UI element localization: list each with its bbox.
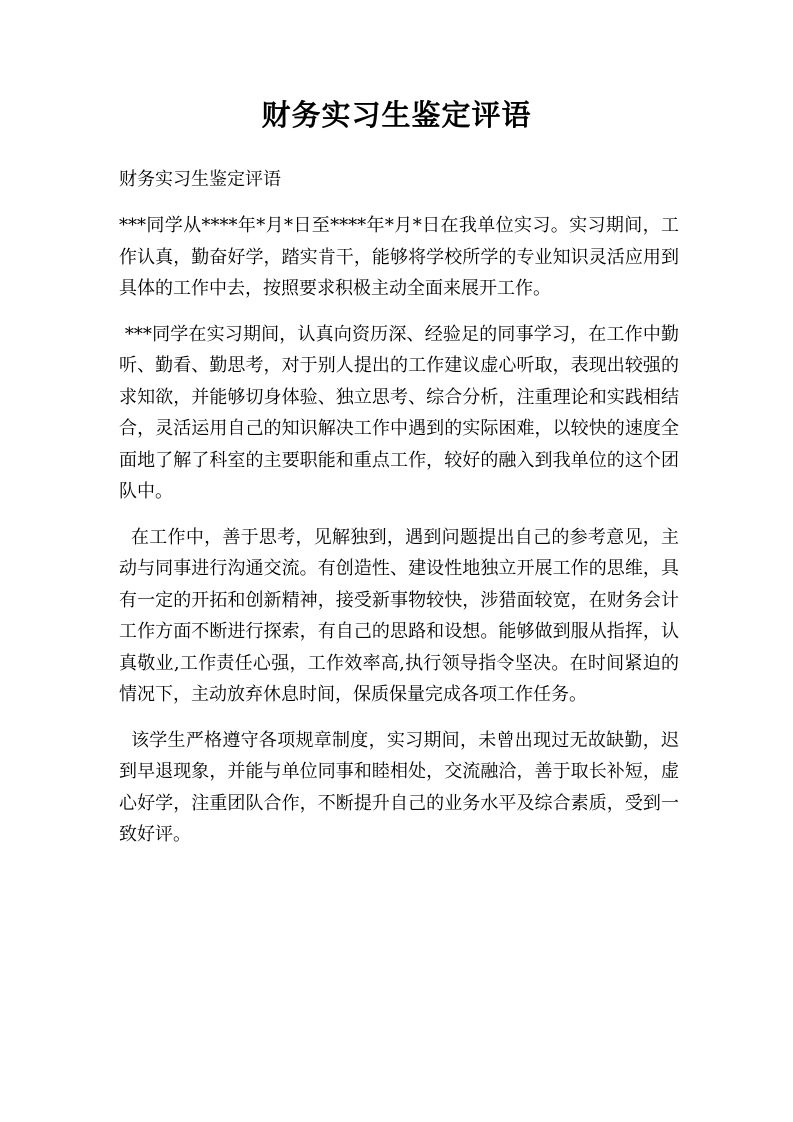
- paragraph-1: ***同学从****年*月*日至****年*月*日在我单位实习。实习期间，工作认真，勤奋好学，踏实肯干，能够将学校所学的专业知识灵活应用到具体的工作中去，按照要求积极主动全面来展开工作。: [119, 215, 679, 299]
- document-title: 财务实习生鉴定评语: [261, 98, 532, 132]
- paragraph-4: 该学生严格遵守各项规章制度，实习期间，未曾出现过无故缺勤，迟到早退现象，并能与单位同事和睦相处，交流融洽，善于取长补短，虚心好学，注重团队合作，不断提升自己的业务水平及综合素质，受到一致好评。: [119, 729, 679, 845]
- document-body: [119, 165, 679, 865]
- paragraph-2: ***同学在实习期间，认真向资历深、经验足的同事学习，在工作中勤听、勤看、勤思考，对于别人提出的工作建议虚心听取，表现出较强的求知欲，并能够切身体验、独立思考、综合分析，注重理论和实践相结合，灵活运用自己的知识解决工作中遇到的实际困难，以较快的速度全面地了解了科室的主要职能和重点工作，较好的融入到我单位的这个团队中。: [119, 323, 679, 502]
- paragraph-3: 在工作中，善于思考，见解独到，遇到问题提出自己的参考意见，主动与同事进行沟通交流。有创造性、建设性地独立开展工作的思维，具有一定的开拓和创新精神，接受新事物较快，涉猎面较宽，在财务会计工作方面不断进行探索，有自己的思路和设想。能够做到服从指挥，认真敬业,工作责任心强，工作效率高,执行领导指令坚决。在时间紧迫的情况下，主动放弃休息时间，保质保量完成各项工作任务。: [119, 526, 679, 705]
- document-subtitle: 财务实习生鉴定评语: [119, 169, 281, 190]
